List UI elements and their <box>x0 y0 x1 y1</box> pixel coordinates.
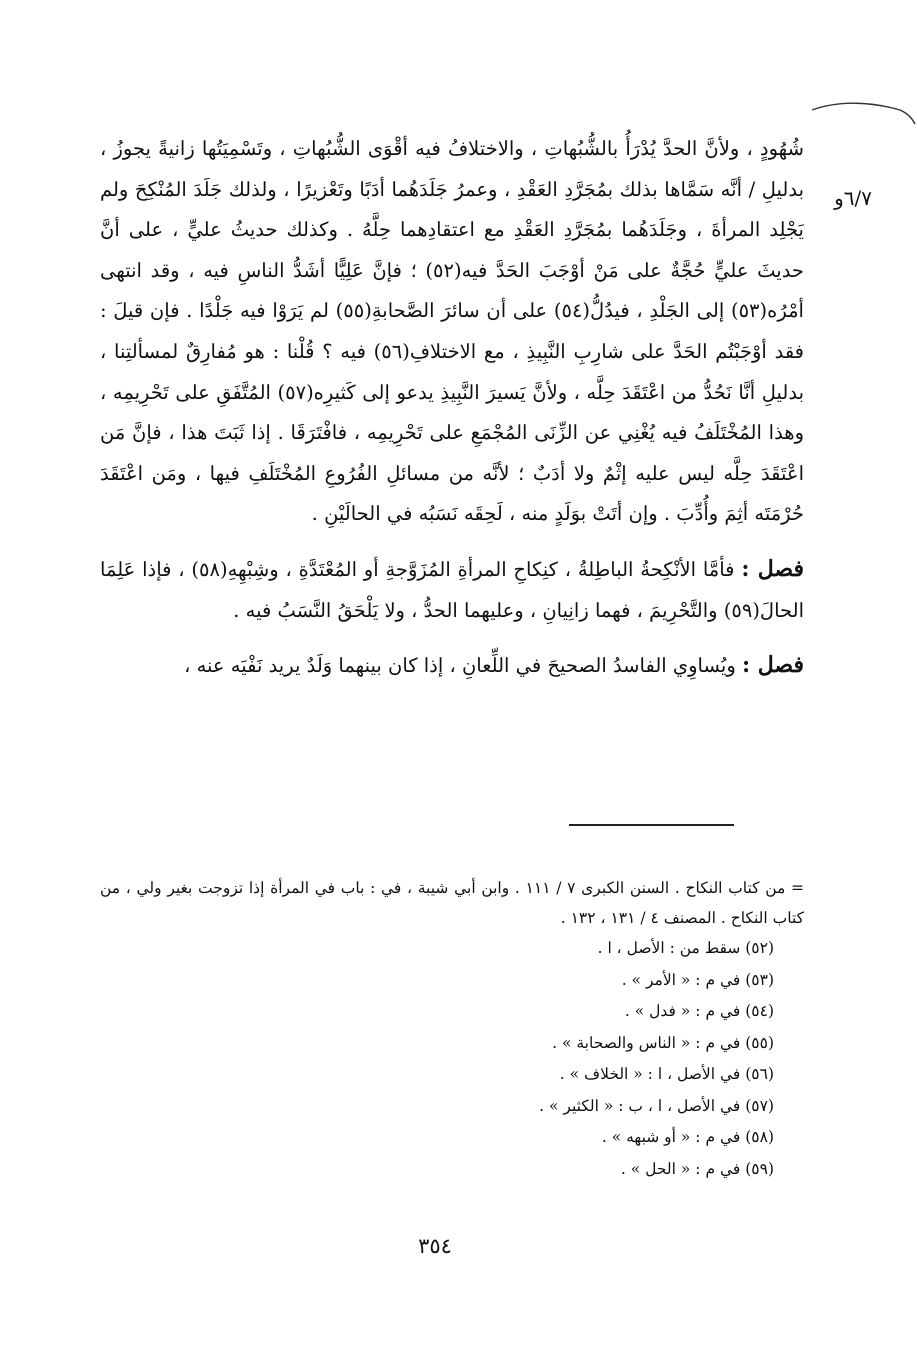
footnote: (٥٤) في م : « فدل » . <box>624 1002 774 1020</box>
footnote: (٥٦) في الأصل ، ا : « الخلاف » . <box>559 1065 774 1083</box>
margin-reference: ٦/٧و <box>834 186 872 210</box>
page-edge-mark <box>810 96 917 136</box>
section-paragraph <box>100 549 804 631</box>
main-paragraph <box>100 128 804 535</box>
footnote: (٥٢) سقط من : الأصل ، ا . <box>597 939 774 957</box>
footnote: (٥٧) في الأصل ، ا ، ب : « الكثير » . <box>539 1096 774 1115</box>
paragraph-text: شُهُودٍ ، ولأنَّ الحدَّ يُدْرَأُ بالشُّبُهاتِ ، والاختلافُ فيه أقْوَى الشُّبُهاتِ ، وتَسْمِيَتُها زانيةً يجوزُ ، بدليلِ / أنَّه سَمَّاها بذلك بمُجَرَّدِ العَقْدِ ، وعمرُ جَلَدَهُما أدَبًا وتَعْزيرًا ، ولذلك جَلَدَ المُنْكِحَ ولم يَجْلِد المرأةَ ، وجَلَدَهُما بمُجَرَّدِ العَقْدِ مع اعتقادِهما حِلَّهُ . وكذلك حديثُ عليٍّ ، على أنَّ حديثَ عليٍّ حُجَّةٌ على مَنْ أوْجَبَ الحَدَّ فيه(٥٢) ؛ فإنَّ عَلِيًّا أشَدُّ الناسِ فيه ، وقد انتهى أمْرُه(٥٣) إلى الجَلْدِ ، فيدُلُّ(٥٤) على أن سائرَ الصَّحابةِ(٥٥) لم يَرَوْا فيه جَلْدًا . فإن قيلَ : فقد أوْجَبْتُم الحَدَّ على شارِبِ النَّبِيذِ ، مع الاختلافِ(٥٦) فيه ؟ قُلْنا : هو مُفارِقٌ لمسألتِنا ، بدليلِ أنَّا نَحُدُّ من اعْتَقَدَ حِلَّه ، ولأنَّ يَسيرَ النَّبِيذِ يدعو إلى كَثيرِه(٥٧) المُتَّفَقِ على تَحْرِيمِه ، وهذا المُخْتَلَفُ فيه يُغْنِي عن الزِّنَى المُجْمَعِ على تَحْرِيمِه ، فافْتَرَقَا . إذا ثَبَتَ هذا ، فإنَّ مَن اعْتَقَدَ حِلَّه ليس عليه إثْمٌ ولا أدَبٌ ؛ لأنَّه من مسائلِ الفُرُوعِ المُخْتَلَفِ فيها ، ومَن اعْتَقَدَ حُرْمَتَه أثِمَ وأُدِّبَ . وإن أتَتْ بوَلَدٍ منه ، لَحِقَه نَسَبُه في الحالَيْنِ . <box>100 137 805 526</box>
section-label: فصل : <box>741 652 804 679</box>
footnote: (٥٣) في م : « الأمر » . <box>621 970 774 989</box>
paragraph-text: فأمَّا الأنْكِحةُ الباطِلةُ ، كنِكاحِ المرأةِ المُزَوَّجةِ أو المُعْتَدَّةِ ، وشِبْهِهِ(٥٨) ، فإذا عَلِمَا الحالَ(٥٩) والتَّحْرِيمَ ، فهما زانِيانِ ، وعليهما الحدُّ ، ولا يَلْحَقُ النَّسَبُ فيه . <box>100 557 804 622</box>
section-label: فصل : <box>741 555 804 582</box>
paragraph-text: ويُساوِي الفاسدُ الصحيحَ في اللِّعانِ ، إذا كان بينهما وَلَدٌ يريد نَفْيَه عنه ، <box>184 654 736 678</box>
section-paragraph <box>100 645 804 687</box>
footnote-separator <box>569 824 734 826</box>
main-text <box>100 128 804 687</box>
footnote: (٥٨) في م : « أو شبهه » . <box>601 1128 774 1146</box>
footnote-continuation: = من كتاب النكاح . السنن الكبرى ٧ / ١١١ . وابن أبي شيبة ، في : باب في المرأة إذا تزوجت بغير ولي ، من كتاب النكاح . المصنف ٤ / ١٣١ ، ١٣٢ . <box>100 879 805 927</box>
footnotes <box>100 873 804 1185</box>
footnote: (٥٥) في م : « الناس والصحابة » . <box>552 1033 774 1052</box>
page-number: ٣٥٤ <box>418 1234 452 1258</box>
footnote: (٥٩) في م : « الحل » . <box>620 1159 774 1178</box>
